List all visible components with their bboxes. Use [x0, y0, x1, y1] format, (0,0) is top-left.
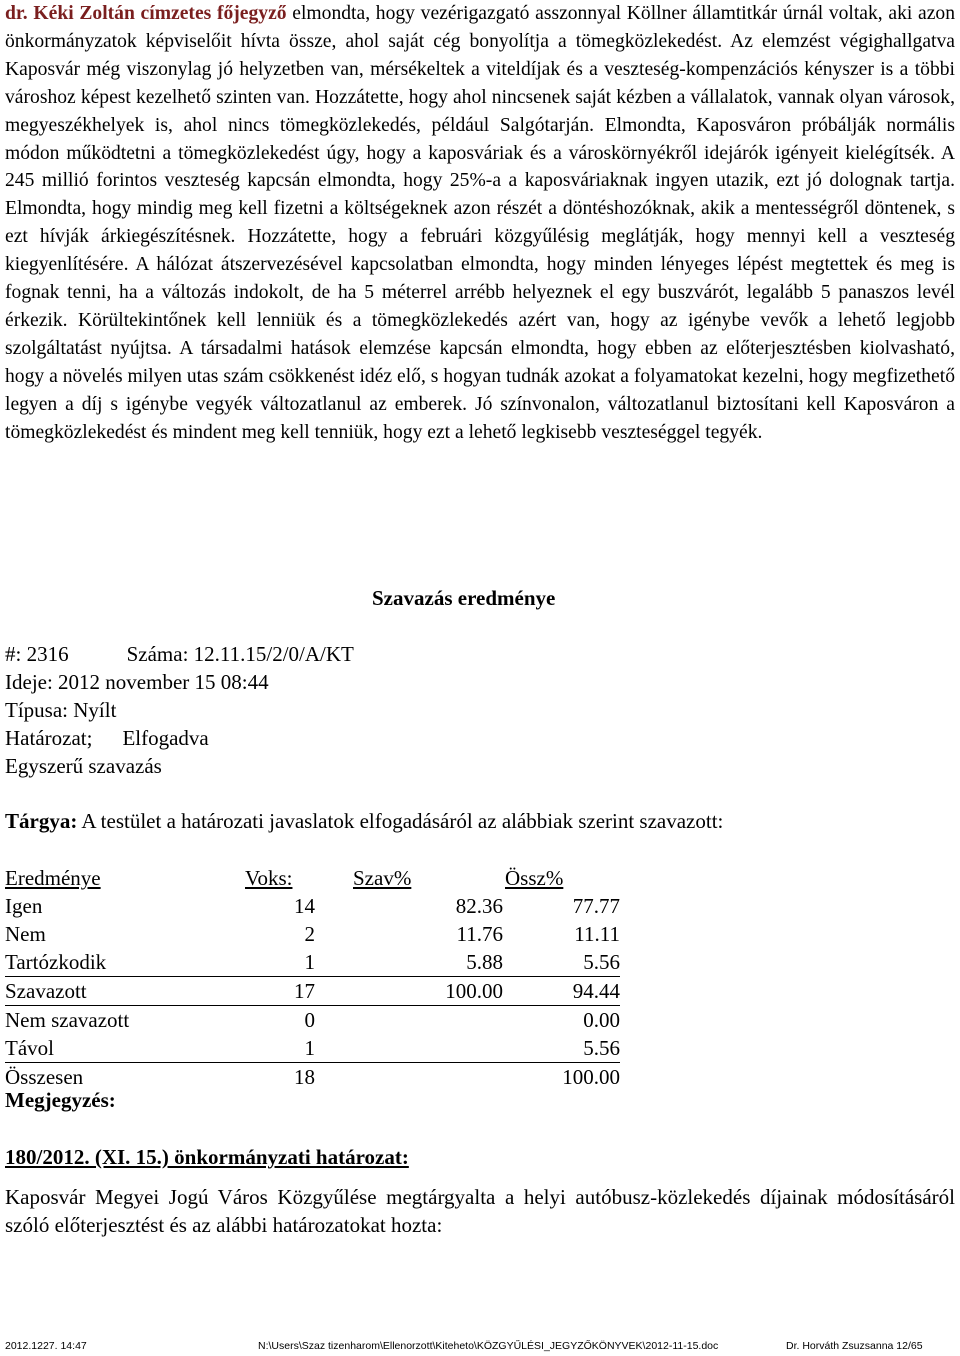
table-row — [5, 977, 620, 1006]
row-ossz: 94.44 — [503, 977, 620, 1006]
vote-meta — [5, 640, 354, 780]
table-row — [5, 892, 620, 920]
vote-ideje: Ideje: 2012 november 15 08:44 — [5, 670, 269, 694]
results-header-szav: Szav% — [353, 866, 412, 890]
remarks-label: Megjegyzés: — [5, 1088, 116, 1112]
table-row — [5, 920, 620, 948]
page-footer — [0, 1336, 960, 1356]
vote-subject — [5, 809, 723, 834]
subject-label: Tárgya: — [5, 809, 78, 833]
footer-date: 2012.1227. 14:47 — [5, 1340, 87, 1352]
results-header-ossz: Össz% — [505, 866, 564, 890]
row-label: Igen — [5, 894, 43, 918]
row-szav: 100.00 — [315, 977, 503, 1006]
row-szav — [315, 1034, 503, 1063]
row-szav — [315, 1063, 503, 1092]
vote-tipusa: Típusa: Nyílt — [5, 698, 117, 722]
row-szav: 11.76 — [456, 922, 503, 946]
row-label: Nem szavazott — [5, 1008, 130, 1032]
row-voks: 1 — [245, 1034, 315, 1063]
row-ossz: 77.77 — [572, 894, 620, 918]
subject-text: A testület a határozati javaslatok elfogadásáról az alábbiak szerint szavazott: — [77, 809, 724, 833]
row-voks: 0 — [304, 1008, 315, 1032]
row-voks: 2 — [304, 922, 315, 946]
vote-szama: Száma: 12.11.15/2/0/A/KT — [126, 642, 354, 666]
vote-number: #: 2316 — [5, 642, 69, 666]
resolution-text: Kaposvár Megyei Jogú Város Közgyűlése megtárgyalta a helyi autóbusz-közlekedés díjainak módosításáról szóló előterjesztést és az alábbi határozatokat hozta: — [5, 1185, 955, 1237]
hatarozat-value: Elfogadva — [122, 726, 209, 750]
results-table — [5, 864, 620, 1091]
resolution-title: 180/2012. (XI. 15.) önkormányzati határozat: — [5, 1145, 409, 1169]
row-label: Szavazott — [5, 977, 245, 1006]
footer-author-page: Dr. Horváth Zsuzsanna 12/65 — [786, 1340, 923, 1352]
row-ossz: 100.00 — [562, 1065, 620, 1089]
speaker-name: dr. Kéki Zoltán címzetes főjegyző — [5, 3, 287, 24]
row-label: Távol — [5, 1034, 245, 1063]
row-szav — [315, 1006, 503, 1035]
row-ossz: 11.11 — [574, 922, 620, 946]
row-ossz: 5.56 — [503, 1034, 620, 1063]
row-voks: 1 — [245, 948, 315, 977]
row-label: Nem — [5, 922, 46, 946]
results-header-eredmenye: Eredménye — [5, 866, 101, 890]
row-voks: 18 — [294, 1065, 315, 1089]
row-label: Összesen — [5, 1065, 84, 1089]
row-szav: 5.88 — [315, 948, 503, 977]
vote-result-heading: Szavazás eredménye — [372, 586, 556, 610]
table-row — [5, 1034, 620, 1063]
table-row — [5, 1006, 620, 1035]
row-ossz: 0.00 — [583, 1008, 620, 1032]
row-label: Tartózkodik — [5, 948, 245, 977]
hatarozat-label: Határozat; — [5, 726, 93, 750]
row-voks: 14 — [294, 894, 315, 918]
row-voks: 17 — [245, 977, 315, 1006]
row-ossz: 5.56 — [503, 948, 620, 977]
footer-path: N:\Users\Szaz tizenharom\Ellenorzott\Kiteheto\KÖZGYŰLÉSI_JEGYZŐKÖNYVEK\2012-11-15.doc — [258, 1340, 719, 1352]
vote-mode: Egyszerű szavazás — [5, 754, 162, 778]
table-row — [5, 1063, 620, 1092]
speech-paragraph — [5, 0, 955, 447]
table-row — [5, 948, 620, 977]
speech-text: elmondta, hogy vezérigazgató asszonnyal Köllner államtitkár úrnál voltak, aki azon önkormányzatok képviselőit hívta össze, ahol saját cég bonyolítja a tömegközlekedést. Az elemzést végighallgatva Kaposvár még viszonylag jó helyzetben van, mérsékeltek a viteldíjak és a veszteség-kompenzációs kényszer is a többi városhoz képest kezelhető szinten van. Hozzátette, hogy ahol nincsenek saját kézben a vállalatok, vannak olyan városok, megyeszékhelyek is, ahol nincs tömegközlekedés, például Salgótarján. Elmondta, Kaposváron próbálják normális módon működtetni a tömegközlekedést úgy, hogy a kaposváriak és a városkörnyékről idejárók igényeit kielégítsék. A 245 millió forintos veszteség kapcsán elmondta, hogy 25%-a a kaposváriaknak ingyen utazik, ezt jó dolognak tartja. Elmondta, hogy mindig meg kell fizetni a költségeknek azon részét a döntéshozóknak, akik a mentességről döntenek, s ezt hívják árkiegészítésnek. Hozzátette, hogy a februári közgyűlésig meglátják, hogy mennyi kell a veszteség kiegyenlítésére. A hálózat átszervezésével kapcsolatban elmondta, hogy minden lényeges lépést megtettek és meg is fognak tenni, ha a változás indokolt, de ha 5 méterrel arrébb helyeznek el egy buszvárót, legalább 5 panaszos levél érkezik. Körültekintőnek kell lenniük és a tömegközlekedés azért van, hogy az igénybe vevők a lehető legjobb szolgáltatást nyújtsa. A társadalmi hatások elemzése kapcsán elmondta, hogy ebben az előterjesztésben kiolvasható, hogy a növelés milyen utas szám csökkenést idéz elő, s hogyan tudnák azokat a folyamatokat kezelni, hogy megfizethető legyen a díj s igénybe vegyék változatlanul az emberek. Jó színvonalon, változatlanul biztosítani kell Kaposváron a tömegközlekedést és mindent meg kell tenniük, hogy ezt a lehető legkisebb veszteséggel tegyék. — [5, 3, 955, 443]
row-szav: 82.36 — [455, 894, 503, 918]
results-header-voks: Voks: — [245, 866, 293, 890]
